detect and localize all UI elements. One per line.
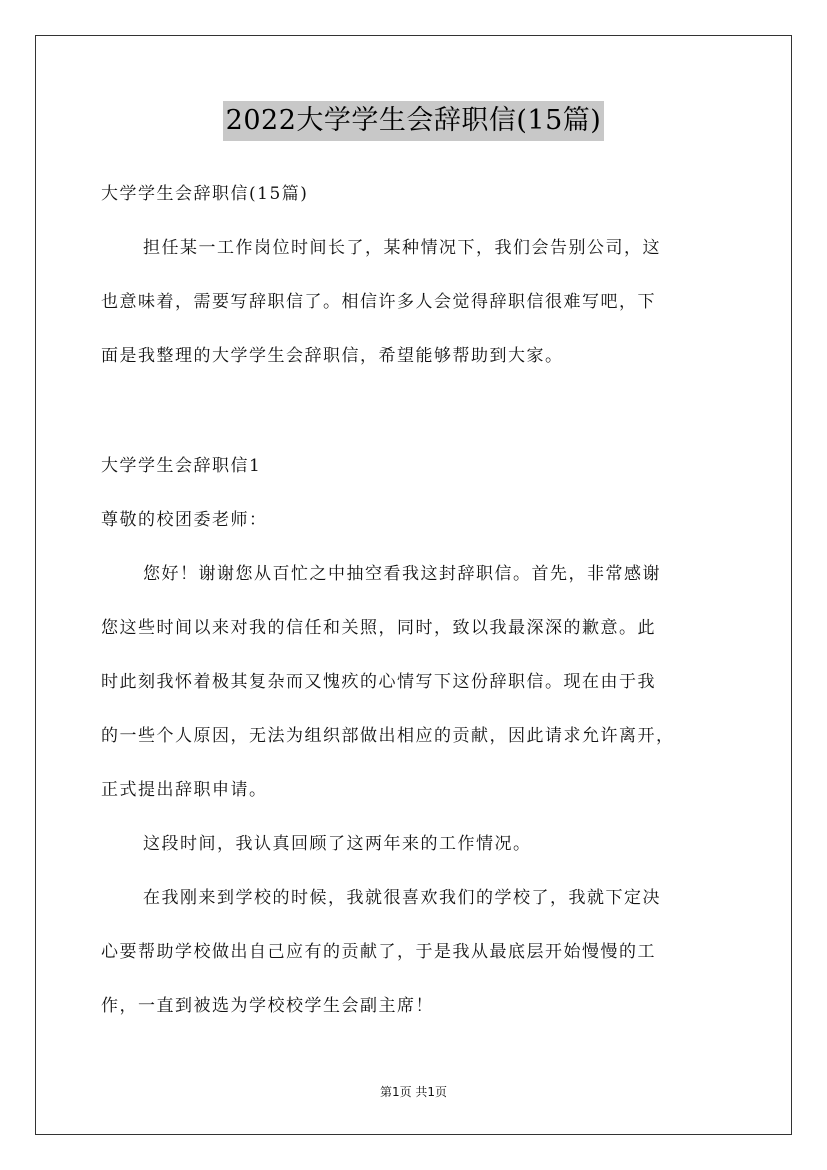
intro-line-1: 担任某一工作岗位时间长了，某种情况下，我们会告别公司，这 — [143, 238, 661, 258]
para1-line-3: 时此刻我怀着极其复杂而又愧疚的心情写下这份辞职信。现在由于我 — [101, 672, 656, 692]
para1-line-1: 您好！谢谢您从百忙之中抽空看我这封辞职信。首先，非常感谢 — [143, 564, 661, 584]
para1-line-5: 正式提出辞职申请。 — [101, 780, 268, 800]
para2-line-1: 这段时间，我认真回顾了这两年来的工作情况。 — [143, 834, 532, 854]
para1-line-4: 的一些个人原因，无法为组织部做出相应的贡献，因此请求允许离开， — [101, 726, 675, 746]
page-indicator: 第1页 共1页 — [379, 1085, 448, 1099]
document-subtitle: 大学学生会辞职信(15篇) — [101, 184, 309, 204]
intro-line-3: 面是我整理的大学学生会辞职信，希望能够帮助到大家。 — [101, 346, 564, 366]
para1-line-2: 您这些时间以来对我的信任和关照，同时，致以我最深深的歉意。此 — [101, 618, 656, 638]
intro-line-2: 也意味着，需要写辞职信了。相信许多人会觉得辞职信很难写吧，下 — [101, 292, 656, 312]
title-container — [0, 101, 827, 141]
para3-line-2: 心要帮助学校做出自己应有的贡献了，于是我从最底层开始慢慢的工 — [101, 942, 656, 962]
para3-line-3: 作，一直到被选为学校校学生会副主席！ — [101, 996, 434, 1016]
document-title: 2022大学学生会辞职信(15篇) — [223, 101, 605, 141]
salutation: 尊敬的校团委老师： — [101, 510, 268, 530]
letter-heading: 大学学生会辞职信1 — [101, 456, 262, 476]
para3-line-1: 在我刚来到学校的时候，我就很喜欢我们的学校了，我就下定决 — [143, 888, 661, 908]
